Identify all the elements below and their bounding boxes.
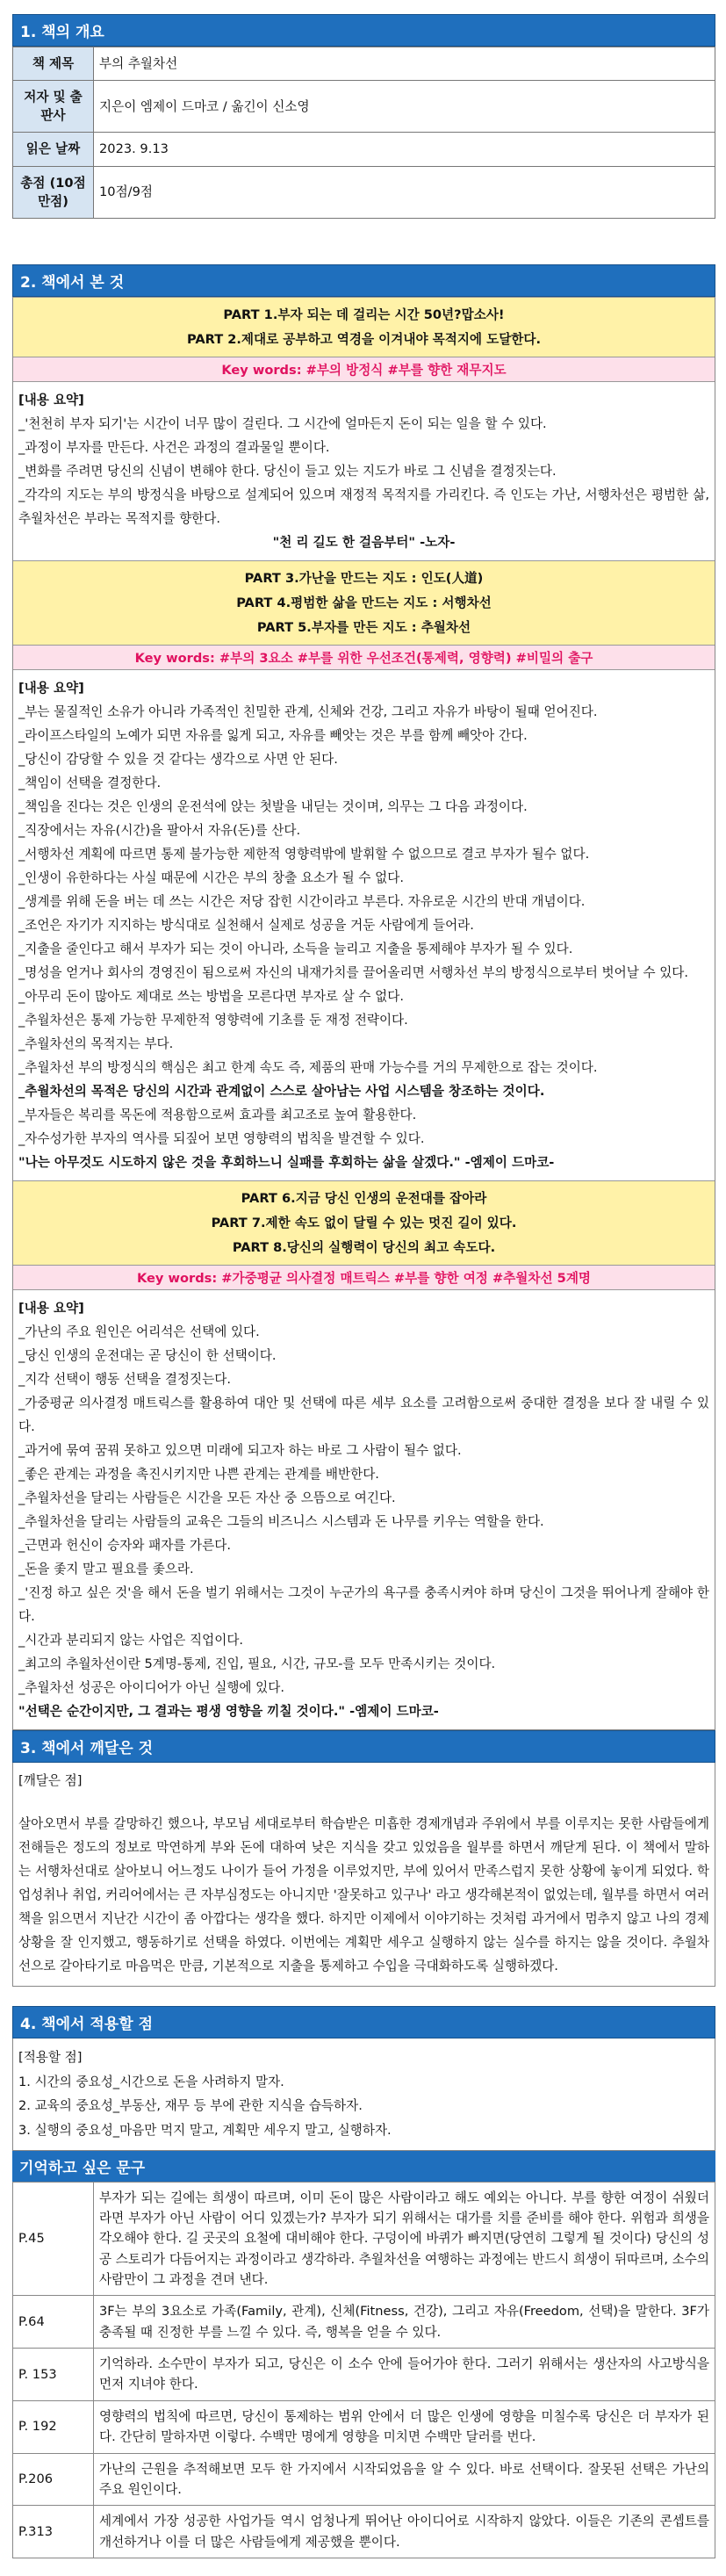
apply-block — [12, 2038, 715, 2151]
summary-line: _근면과 헌신이 승자와 패자를 가른다. — [18, 1538, 231, 1554]
table-row — [13, 81, 715, 133]
row-value: 2023. 9.13 — [94, 133, 715, 166]
summary-line: _지출을 줄인다고 해서 부자가 되는 것이 아니라, 소득을 늘리고 지출을 통제해야 부자가 될 수 있다. — [18, 942, 573, 957]
row-label: 저자 및 출판사 — [13, 81, 94, 133]
apply-heading: [적용할 점] — [18, 2049, 83, 2065]
page-ref: P.64 — [13, 2296, 94, 2349]
quote-text: 부자가 되는 길에는 희생이 따르며, 이미 돈이 많은 사람이라고 해도 예외는 아니다. 부를 향한 여정이 쉬웠더라면 부자가 아닌 사람이 어디 있겠는가? 부자가 되기 위해서는 대가를 치를 준비를 해야 한다. 위험과 희생을 각오해야 한다. 길 곳곳의 요철에 대비해야 한다. 구덩이에 바퀴가 빠지면(당연히 그렇게 될 것이다) 당신의 성공 스토리가 다듬어지는 과정이라고 생각하라. 추월차선을 여행하는 과정에는 반드시 희생이 뒤따르며, 소수의 사람만이 그 과정을 견뎌 낸다. — [94, 2182, 715, 2296]
summary-line: _부는 물질적인 소유가 아니라 가족적인 친밀한 관계, 신체와 건강, 그리고 자유가 바탕이 될때 얻어진다. — [18, 704, 598, 720]
part-title: PART 7.제한 속도 없이 달릴 수 있는 멋진 길이 있다. — [211, 1215, 517, 1230]
summary-line: _지각 선택이 행동 선택을 결정짓는다. — [18, 1372, 231, 1388]
summary-line: _조언은 자기가 지지하는 방식대로 실천해서 실제로 성공을 거둔 사람에게 들어라. — [18, 918, 474, 934]
summary-line: _추월차선 성공은 아이디어가 아닌 실행에 있다. — [18, 1680, 284, 1695]
summary-line: _명성을 얻거나 회사의 경영진이 됨으로써 자신의 내재가치를 끌어올리면 서행차선 부의 방정식으로부터 벗어날 수 있다. — [18, 965, 689, 981]
summary-line: _추월차선은 통제 가능한 무제한적 영향력에 기초를 둔 재정 전략이다. — [18, 1013, 408, 1028]
summary-line: _추월차선의 목적지는 부다. — [18, 1036, 174, 1052]
table-row — [13, 166, 715, 218]
summary-heading: [내용 요약] — [18, 681, 84, 696]
part-title: PART 1.부자 되는 데 걸리는 시간 50년?맙소사! — [223, 307, 505, 322]
summary-line: _추월차선 부의 방정식의 핵심은 최고 한계 속도 즉, 제품의 판매 가능수를 거의 무제한으로 잡는 것이다. — [18, 1060, 598, 1076]
table-row — [13, 2349, 715, 2401]
summary-line: _책임이 선택을 결정한다. — [18, 776, 162, 791]
summary-line: _라이프스타일의 노예가 되면 자유를 잃게 되고, 자유를 빼앗는 것은 부를 함께 빼앗아 간다. — [18, 728, 528, 744]
summary-line: _추월차선의 목적은 당신의 시간과 관계없이 스스로 살아남는 사업 시스템을 창조하는 것이다. — [18, 1084, 545, 1100]
summary-block — [13, 382, 715, 560]
summary-line: _당신이 감당할 수 있을 것 같다는 생각으로 사면 안 된다. — [18, 752, 338, 768]
summary-quote: "나는 아무것도 시도하지 않은 것을 후회하느니 실패를 후회하는 삶을 살겠다." -엠제이 드마코- — [18, 1155, 555, 1171]
list-item: 1. 시간의 중요성_시간으로 돈을 사려하지 말자. — [18, 2074, 284, 2089]
summary-line: _자수성가한 부자의 역사를 되짚어 보면 영향력의 법칙을 발견할 수 있다. — [18, 1131, 425, 1147]
row-label: 읽은 날짜 — [13, 133, 94, 166]
list-item: 3. 실행의 중요성_마음만 먹지 말고, 계획만 세우지 말고, 실행하자. — [18, 2123, 392, 2138]
summary-line: _좋은 관계는 과정을 촉진시키지만 나쁜 관계는 관계를 배반한다. — [18, 1467, 379, 1483]
summary-line: _부자들은 복리를 목돈에 적용함으로써 효과를 최고조로 높여 활용한다. — [18, 1108, 417, 1123]
section1-title: 1. 책의 개요 — [12, 14, 715, 47]
summary-line: _인생이 유한하다는 사실 때문에 시간은 부의 창출 요소가 될 수 없다. — [18, 870, 404, 886]
summary-line: _돈을 좇지 말고 필요를 좇으라. — [18, 1562, 194, 1577]
summary-line: _과정이 부자를 만든다. 사건은 과정의 결과물일 뿐이다. — [18, 440, 330, 456]
table-row — [13, 47, 715, 81]
row-label: 총점 (10점 만점) — [13, 166, 94, 218]
page-ref: P.45 — [13, 2182, 94, 2296]
part-header — [13, 560, 715, 645]
summary-line: _추월차선을 달리는 사람들은 시간을 모든 자산 중 으뜸으로 여긴다. — [18, 1490, 396, 1506]
table-row — [13, 133, 715, 166]
summary-block — [13, 670, 715, 1180]
row-value: 지은이 엠제이 드마코 / 옮긴이 신소영 — [94, 81, 715, 133]
keywords-bar: Key words: #부의 3요소 #부를 위한 우선조건(통제력, 영향력) #비밀의 출구 — [13, 645, 715, 670]
page-ref: P.313 — [13, 2506, 94, 2558]
section4-title: 4. 책에서 적용할 점 — [12, 2006, 715, 2038]
summary-line: _각각의 지도는 부의 방정식을 바탕으로 설계되어 있으며 재정적 목적지를 가리킨다. 즉 인도는 가난, 서행차선은 평범한 삶, 추월차선은 부라는 목적지를 향한다. — [18, 487, 709, 527]
book-info-table — [12, 47, 715, 219]
summary-line: _당신 인생의 운전대는 곧 당신이 한 선택이다. — [18, 1348, 277, 1364]
page-ref: P.206 — [13, 2453, 94, 2506]
part-header — [13, 1180, 715, 1265]
summary-line: _과거에 묶여 꿈꿔 못하고 있으면 미래에 되고자 하는 바로 그 사람이 될수 없다. — [18, 1443, 462, 1459]
summary-block — [13, 1290, 715, 1729]
table-row — [13, 2400, 715, 2453]
part-title: PART 4.평범한 삶을 만드는 지도 : 서행차선 — [236, 595, 492, 610]
summary-line: _가중평균 의사결정 매트릭스를 활용하여 대안 및 선택에 따른 세부 요소를 고려함으로써 중대한 결정을 보다 잘 내릴 수 있다. — [18, 1396, 709, 1435]
part-header — [13, 297, 715, 357]
section3-title: 3. 책에서 깨달은 것 — [12, 1730, 715, 1763]
summary-line: _'천천히 부자 되기'는 시간이 너무 많이 걸린다. 그 시간에 얼마든지 돈이 되는 일을 할 수 있다. — [18, 416, 547, 432]
row-value: 10점/9점 — [94, 166, 715, 218]
table-row — [13, 2182, 715, 2296]
section2-title: 2. 책에서 본 것 — [12, 264, 715, 297]
list-item: 2. 교육의 중요성_부동산, 재무 등 부에 관한 지식을 습득하자. — [18, 2098, 363, 2114]
table-row — [13, 2453, 715, 2506]
summary-quote: "선택은 순간이지만, 그 결과는 평생 영향을 끼칠 것이다." -엠제이 드마코- — [18, 1703, 439, 1719]
memorable-title: 기억하고 싶은 문구 — [12, 2151, 715, 2182]
summary-line: _아무리 돈이 많아도 제대로 쓰는 방법을 모른다면 부자로 살 수 없다. — [18, 989, 404, 1005]
summary-quote: "천 리 길도 한 걸음부터" -노자- — [272, 535, 456, 551]
summary-line: _최고의 추월차선이란 5계명-통제, 진입, 필요, 시간, 규모-를 모두 만족시키는 것이다. — [18, 1656, 496, 1672]
realization-text: 살아오면서 부를 갈망하긴 했으나, 부모님 세대로부터 학습받은 미흡한 경제개념과 주위에서 부를 이루지는 못한 사람들에게 전해들은 정도의 정보로 막연하게 부와 돈에 대하여 낮은 지식을 갖고 있었음을 월부를 하면서 깨닫게 된다. 이 책에서 말하는 서행차선대로 살아보니 어느정도 나이가 들어 가정을 이루었지만, 부에 있어서 만족스럽지 못한 상황에 놓이게 되었다. 학업성취나 취업, 커리어에서는 큰 자부심정도는 아니지만 '잘못하고 있구나' 라고 생각해본적이 없었는데, 월부를 하면서 여러 책을 읽으면서 지난간 시간이 좀 아깝다는 생각을 했다. 하지만 이제에서 이야기하는 것처럼 과거에서 멈추지 않고 나의 경제상황을 잘 인지했고, 행동하기로 선택을 하였다. 이번에는 계획만 세우고 실행하지 않는 실수를 하지는 않을 것이다. 추월차선으로 갈아타기로 마음먹은 만큼, 기본적으로 지출을 통제하고 수입을 극대화하도록 실행하겠다. — [18, 1815, 709, 1973]
part-title: PART 6.지금 당신 인생의 운전대를 잡아라 — [241, 1191, 487, 1207]
summary-line: _변화를 주려면 당신의 신념이 변해야 한다. 당신이 들고 있는 지도가 바로 그 신념을 결정짓는다. — [18, 464, 557, 480]
summary-line: _책임을 진다는 것은 인생의 운전석에 앉는 첫발을 내딛는 것이며, 의무는 그 다음 과정이다. — [18, 799, 528, 815]
realization-block — [12, 1763, 715, 1987]
page-ref: P. 153 — [13, 2349, 94, 2401]
keywords-bar: Key words: #부의 방정식 #부를 향한 재무지도 — [13, 357, 715, 382]
summary-heading: [내용 요약] — [18, 393, 84, 408]
section2-box — [12, 297, 715, 1730]
summary-line: _서행차선 계획에 따르면 통제 불가능한 제한적 영향력밖에 발휘할 수 없으므로 결코 부자가 될수 없다. — [18, 847, 590, 862]
part-title: PART 3.가난을 만드는 지도 : 인도(人道) — [244, 571, 484, 587]
summary-line: _시간과 분리되지 않는 사업은 직업이다. — [18, 1633, 244, 1649]
table-row — [13, 2506, 715, 2558]
row-value: 부의 추월차선 — [94, 47, 715, 81]
part-title: PART 2.제대로 공부하고 역경을 이겨내야 목적지에 도달한다. — [186, 331, 542, 347]
keywords-bar: Key words: #가중평균 의사결정 매트릭스 #부를 향한 여정 #추월차선 5계명 — [13, 1265, 715, 1290]
summary-line: _생계를 위해 돈을 버는 데 쓰는 시간은 저당 잡힌 시간이라고 부른다. 자유로운 시간의 반대 개념이다. — [18, 894, 586, 910]
quote-text: 영향력의 법칙에 따르면, 당신이 통제하는 범위 안에서 더 많은 인생에 영향을 미칠수록 당신은 더 부자가 된다. 간단히 말하자면 이렇다. 수백만 명에게 영향을 미치면 수백만 달러를 번다. — [94, 2400, 715, 2453]
part-title: PART 5.부자를 만든 지도 : 추월차선 — [256, 619, 471, 635]
summary-line: _추월차선을 달리는 사람들의 교육은 그들의 비즈니스 시스템과 돈 나무를 키우는 역할을 한다. — [18, 1514, 544, 1530]
summary-heading: [내용 요약] — [18, 1301, 84, 1317]
quote-text: 기억하라. 소수만이 부자가 되고, 당신은 이 소수 안에 들어가야 한다. 그러기 위해서는 생산자의 사고방식을 먼저 지녀야 한다. — [94, 2349, 715, 2401]
row-label: 책 제목 — [13, 47, 94, 81]
summary-line: _가난의 주요 원인은 어리석은 선택에 있다. — [18, 1324, 260, 1340]
realization-heading: [깨달은 점] — [18, 1772, 83, 1788]
quote-text: 세계에서 가장 성공한 사업가들 역시 엄청나게 뛰어난 아이디어로 시작하지 않았다. 이들은 기존의 콘셉트를 개선하거나 이를 더 많은 사람들에게 제공했을 뿐이다. — [94, 2506, 715, 2558]
memorable-table — [12, 2182, 715, 2558]
quote-text: 3F는 부의 3요소로 가족(Family, 관계), 신체(Fitness, 건강), 그리고 자유(Freedom, 선택)을 말한다. 3F가 충족될 때 진정한 부를 느낄 수 있다. 즉, 행복을 얻을 수 있다. — [94, 2296, 715, 2349]
quote-text: 가난의 근원을 추적해보면 모두 한 가지에서 시작되었음을 알 수 있다. 바로 선택이다. 잘못된 선택은 가난의 주요 원인이다. — [94, 2453, 715, 2506]
summary-line: _직장에서는 자유(시간)을 팔아서 자유(돈)를 산다. — [18, 823, 301, 839]
summary-line: _'진정 하고 싶은 것'을 해서 돈을 벌기 위해서는 그것이 누군가의 욕구를 충족시켜야 하며 당신이 그것을 뛰어나게 잘해야 한다. — [18, 1585, 709, 1625]
page-ref: P. 192 — [13, 2400, 94, 2453]
part-title: PART 8.당신의 실행력이 당신의 최고 속도다. — [232, 1239, 496, 1255]
table-row — [13, 2296, 715, 2349]
